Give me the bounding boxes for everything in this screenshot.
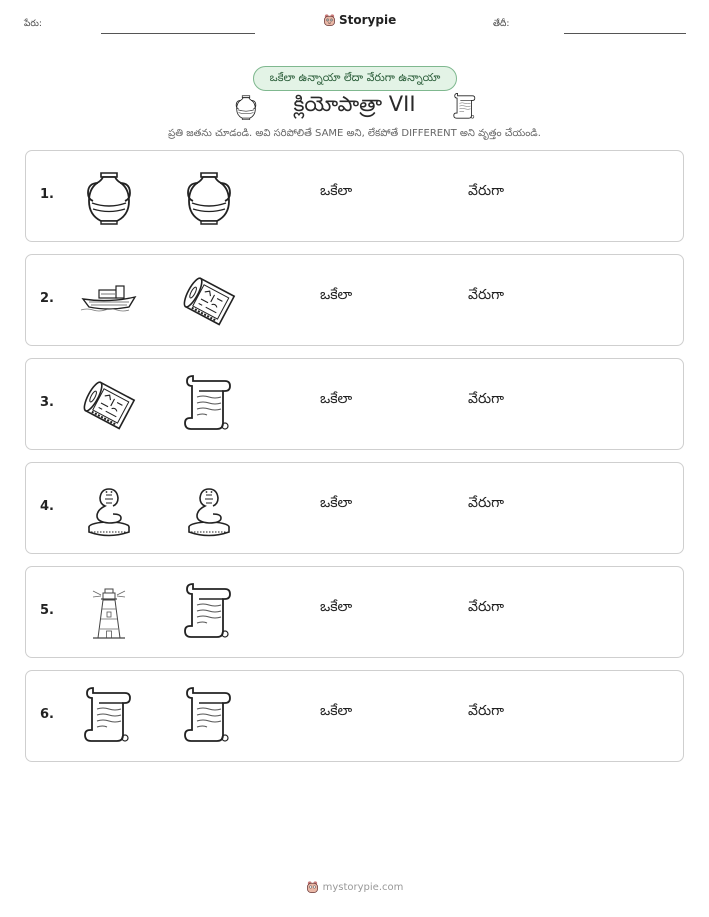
same-option[interactable]: ఒకేలా bbox=[320, 287, 353, 303]
title-row bbox=[0, 92, 709, 122]
storypie-logo bbox=[323, 13, 396, 27]
cobra-icon bbox=[79, 479, 139, 539]
footer-site: mystorypie.com bbox=[322, 881, 404, 893]
question-number: 3. bbox=[40, 395, 54, 410]
different-option[interactable]: వేరుగా bbox=[468, 287, 504, 303]
cobra-icon bbox=[179, 479, 239, 539]
question-row bbox=[25, 150, 684, 242]
boat-icon bbox=[79, 271, 139, 331]
date-label: తేదీ: bbox=[493, 19, 510, 29]
different-option[interactable]: వేరుగా bbox=[468, 183, 504, 199]
question-row bbox=[25, 254, 684, 346]
worksheet-header bbox=[0, 0, 709, 40]
name-line[interactable] bbox=[101, 33, 255, 34]
brand-name: Storypie bbox=[339, 13, 397, 27]
question-row bbox=[25, 358, 684, 450]
amphora-icon bbox=[79, 167, 139, 227]
question-row bbox=[25, 670, 684, 762]
question-number: 5. bbox=[40, 603, 54, 618]
question-row bbox=[25, 462, 684, 554]
instructions: ప్రతి జతను చూడండి. అవి సరిపోలితే SAME అని, లేకపోతే DIFFERENT అని వృత్తం చేయండి. bbox=[168, 128, 541, 139]
same-option[interactable]: ఒకేలా bbox=[320, 703, 353, 719]
question-number: 1. bbox=[40, 187, 54, 202]
date-line[interactable] bbox=[564, 33, 686, 34]
storypie-mascot-icon bbox=[306, 880, 319, 894]
same-option[interactable]: ఒకేలా bbox=[320, 599, 353, 615]
amphora-icon bbox=[179, 167, 239, 227]
papyrus-icon bbox=[79, 375, 139, 435]
scroll-icon bbox=[179, 687, 239, 747]
different-option[interactable]: వేరుగా bbox=[468, 495, 504, 511]
name-label: పేరు: bbox=[24, 19, 42, 29]
same-option[interactable]: ఒకేలా bbox=[320, 183, 353, 199]
storypie-mascot-icon bbox=[323, 13, 336, 27]
same-option[interactable]: ఒకేలా bbox=[320, 495, 353, 511]
different-option[interactable]: వేరుగా bbox=[468, 391, 504, 407]
lighthouse-icon bbox=[79, 583, 139, 643]
page-title: క్లియోపాత్రా VII bbox=[293, 92, 416, 116]
scroll-icon bbox=[179, 375, 239, 435]
scroll-icon bbox=[451, 92, 479, 122]
footer bbox=[0, 880, 709, 894]
scroll-icon bbox=[179, 583, 239, 643]
papyrus-icon bbox=[179, 271, 239, 331]
different-option[interactable]: వేరుగా bbox=[468, 703, 504, 719]
question-number: 4. bbox=[40, 499, 54, 514]
question-number: 2. bbox=[40, 291, 54, 306]
question-number: 6. bbox=[40, 707, 54, 722]
scroll-icon bbox=[79, 687, 139, 747]
worksheet-tag: ఒకేలా ఉన్నాయా లేదా వేరుగా ఉన్నాయా bbox=[253, 66, 457, 91]
question-row bbox=[25, 566, 684, 658]
same-option[interactable]: ఒకేలా bbox=[320, 391, 353, 407]
different-option[interactable]: వేరుగా bbox=[468, 599, 504, 615]
